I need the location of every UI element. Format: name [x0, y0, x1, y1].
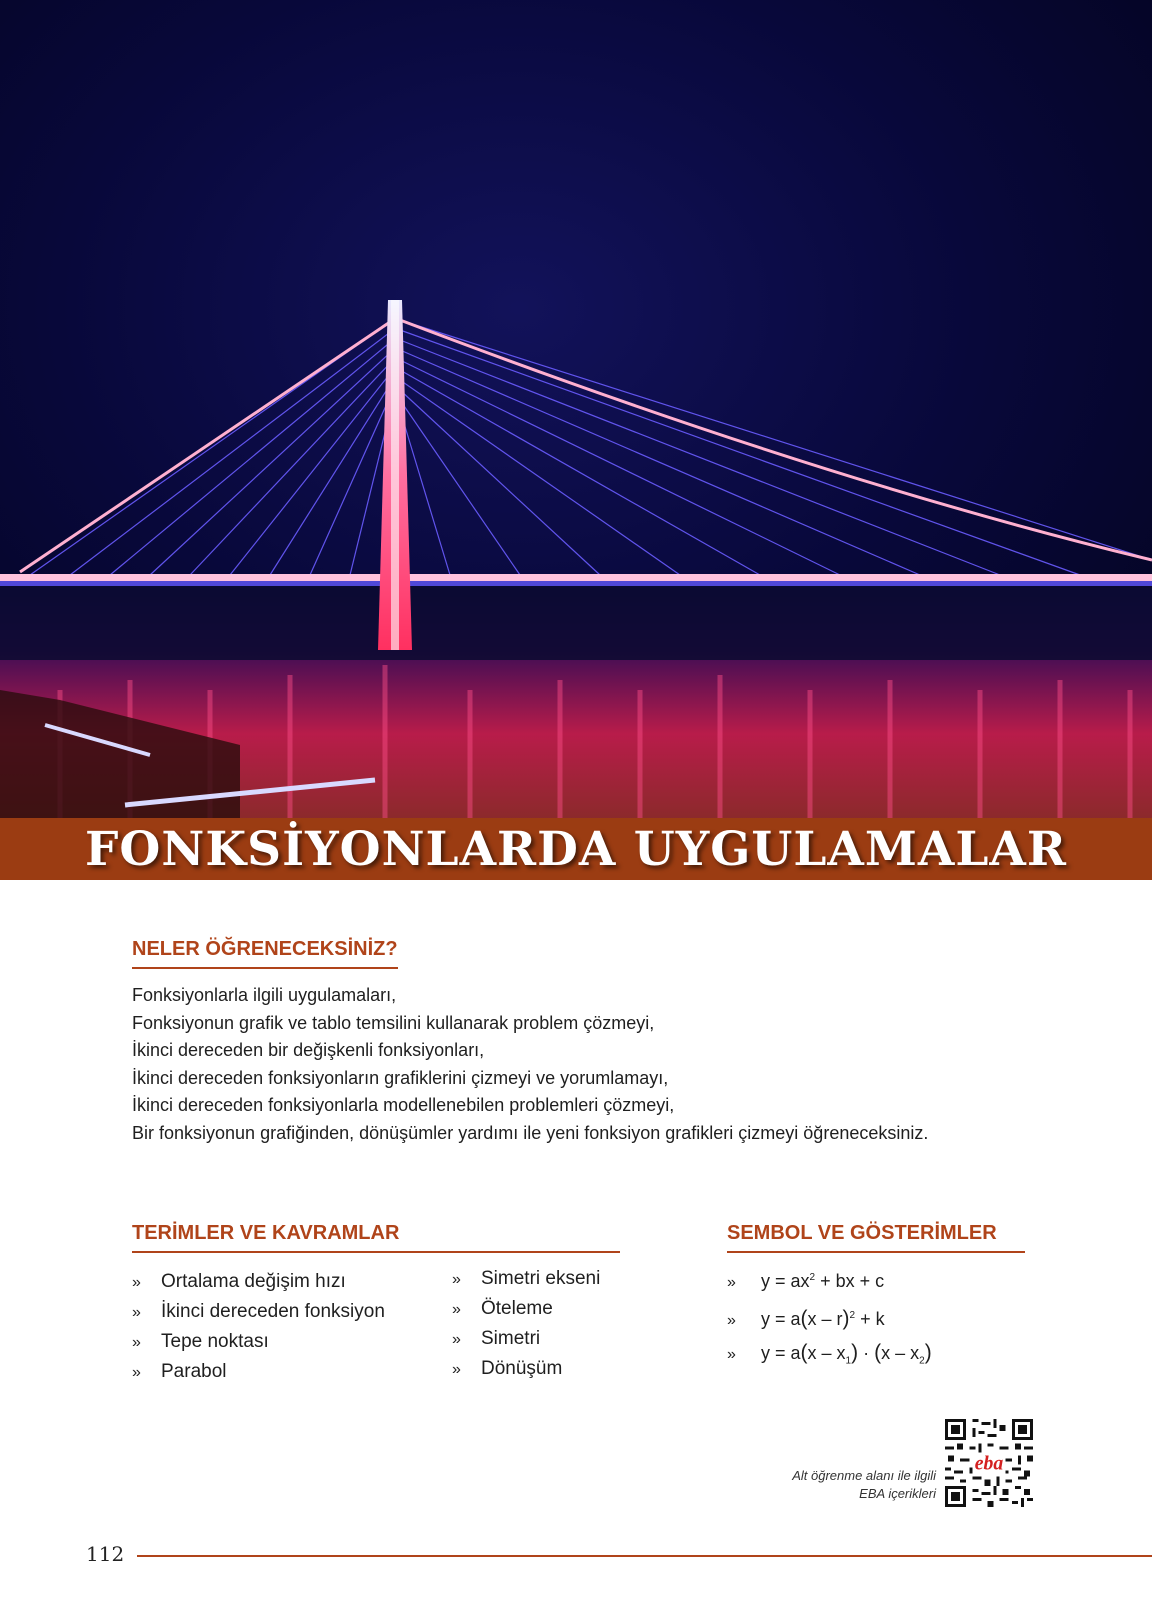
eba-caption-line: Alt öğrenme alanı ile ilgili — [792, 1468, 936, 1483]
term-item — [132, 1357, 385, 1387]
bullet-icon: » — [452, 1361, 461, 1378]
terms-list-right — [452, 1264, 600, 1384]
terms-heading: TERİMLER VE KAVRAMLAR — [132, 1222, 620, 1253]
bullet-icon: » — [452, 1271, 461, 1288]
term-item — [452, 1354, 600, 1384]
eba-caption-line: EBA içerikleri — [859, 1486, 936, 1501]
bullet-icon: » — [727, 1346, 736, 1363]
bullet-icon: » — [132, 1304, 141, 1321]
term-item — [452, 1324, 600, 1354]
learn-item: İkinci dereceden fonksiyonların grafiklerini çizmeyi ve yorumlamayı, — [132, 1067, 669, 1088]
formula-list — [727, 1262, 932, 1378]
term-label: Simetri — [481, 1328, 541, 1349]
term-item — [452, 1264, 600, 1294]
learn-list — [132, 982, 928, 1147]
learn-item: İkinci dereceden fonksiyonlarla modellenebilen problemleri çözmeyi, — [132, 1095, 675, 1115]
page-title: FONKSİYONLARDA UYGULAMALAR — [85, 821, 1067, 877]
terms-list-left — [132, 1267, 385, 1387]
learn-item: Bir fonksiyonun grafiğinden, dönüşümler yardımı ile yeni fonksiyon grafikleri çizmeyi öğreneceksiniz. — [132, 1122, 929, 1143]
bullet-icon: » — [132, 1364, 141, 1381]
bullet-icon: » — [132, 1334, 141, 1351]
term-label: Tepe noktası — [161, 1331, 269, 1352]
learn-item: İkinci dereceden bir değişkenli fonksiyonları, — [132, 1040, 485, 1060]
term-label: İkinci dereceden fonksiyon — [161, 1301, 385, 1322]
term-item — [452, 1294, 600, 1324]
bullet-icon: » — [727, 1311, 736, 1329]
bullet-icon: » — [132, 1274, 141, 1291]
formula-vertex-form: » y = a(x – r)$^2$ + k — [727, 1300, 932, 1338]
term-label: Ortalama değişim hızı — [161, 1271, 346, 1292]
eba-caption — [792, 1467, 936, 1503]
formula-factored-form: » $y = a(x - x_1) \cdot (x - x_2)$ — [727, 1337, 932, 1378]
symbols-heading: SEMBOL VE GÖSTERİMLER — [727, 1222, 1025, 1253]
learn-heading: NELER ÖĞRENECEKSİNİZ? — [132, 938, 398, 969]
bullet-icon: » — [727, 1274, 736, 1291]
title-band — [0, 818, 1152, 880]
term-item — [132, 1327, 385, 1357]
term-item — [132, 1297, 385, 1327]
learn-item: Fonksiyonlarla ilgili uygulamaları, — [132, 985, 397, 1005]
bullet-icon: » — [452, 1301, 461, 1318]
formula-standard-form: » $y = ax^2$ + bx + c — [727, 1262, 932, 1300]
page-number: 112 — [86, 1542, 125, 1566]
eba-qr-code[interactable] — [945, 1419, 1033, 1507]
term-label: Parabol — [161, 1361, 227, 1382]
term-label: Simetri ekseni — [481, 1268, 601, 1289]
term-label: Öteleme — [481, 1298, 553, 1319]
term-label: Dönüşüm — [481, 1358, 563, 1379]
footer-rule — [137, 1555, 1152, 1557]
learn-item: Fonksiyonun grafik ve tablo temsilini kullanarak problem çözmeyi, — [132, 1012, 655, 1033]
bullet-icon: » — [452, 1331, 461, 1348]
term-item — [132, 1267, 385, 1297]
eba-logo-text: eba — [974, 1452, 1004, 1475]
